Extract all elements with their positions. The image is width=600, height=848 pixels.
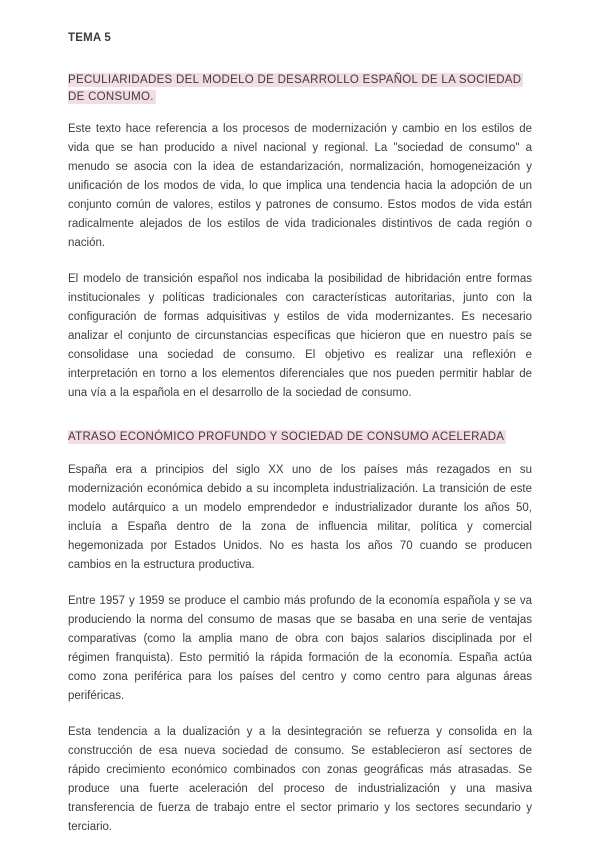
section-heading-text: PECULIARIDADES DEL MODELO DE DESARROLLO ESPAÑOL DE LA SOCIEDAD DE CONSUMO. <box>68 74 522 103</box>
section-peculiaridades <box>68 72 532 403</box>
paragraph: Entre 1957 y 1959 se produce el cambio más profundo de la economía española y se va produciendo la norma del consumo de masas que se basaba en una serie de ventajas comparativas (como la amplia mano de obra con bajos salarios disciplinada por el régimen franquista). Esto permitió la rápida formación de la economía. España actúa como zona periférica para los países del centro y como centro para algunas áreas periféricas. <box>68 594 532 702</box>
section-heading <box>68 72 532 105</box>
paragraph: El modelo de transición español nos indicaba la posibilidad de hibridación entre formas institucionales y políticas tradicionales con características autoritarias, junto con la configuración de formas adquisitivas y estilos de vida modernizantes. Es necesario analizar el conjunto de circunstancias específicas que hicieron que en nuestro país se consolidase una sociedad de consumo. El objetivo es realizar una reflexión e interpretación en torno a los elementos diferenciales que nos pueden permitir hablar de una vía a la española en el desarrollo de la sociedad de consumo. <box>68 273 532 399</box>
paragraph: Este texto hace referencia a los procesos de modernización y cambio en los estilos de vida que se han producido a nivel nacional y regional. La "sociedad de consumo" a menudo se asocia con la idea de estandarización, normalización, homogeneización y unificación de los modos de vida, lo que implica una tendencia hacia la adopción de un conjunto común de valores, estilos y patrones de consumo. Estos modos de vida están radicalmente alejados de los estilos de vida tradicionales distintivos de cada región o nación. <box>68 123 532 249</box>
section-atraso-economico <box>68 429 532 837</box>
section-heading-text: ATRASO ECONÓMICO PROFUNDO Y SOCIEDAD DE CONSUMO ACELERADA <box>68 431 505 443</box>
section-heading <box>68 429 532 446</box>
paragraph: España era a principios del siglo XX uno de los países más rezagados en su modernización económica debido a su incompleta industrialización. La transición de este modelo autárquico a un modelo emprendedor e industrializador durante los años 50, incluía a España dentro de la zona de influencia militar, política y comercial hegemonizada por Estados Unidos. No es hasta los años 70 cuando se producen cambios en la estructura productiva. <box>68 463 532 571</box>
paragraph: Esta tendencia a la dualización y a la desintegración se refuerza y consolida en la construcción de esa nueva sociedad de consumo. Se establecieron así sectores de rápido crecimiento económico combinados con zonas geográficas más atrasadas. Se produce una fuerte aceleración del proceso de industrialización y una masiva transferencia de fuerza de trabajo entre el sector primario y los sectores secundario y terciario. <box>68 725 532 833</box>
document-kicker: TEMA 5 <box>68 32 111 44</box>
